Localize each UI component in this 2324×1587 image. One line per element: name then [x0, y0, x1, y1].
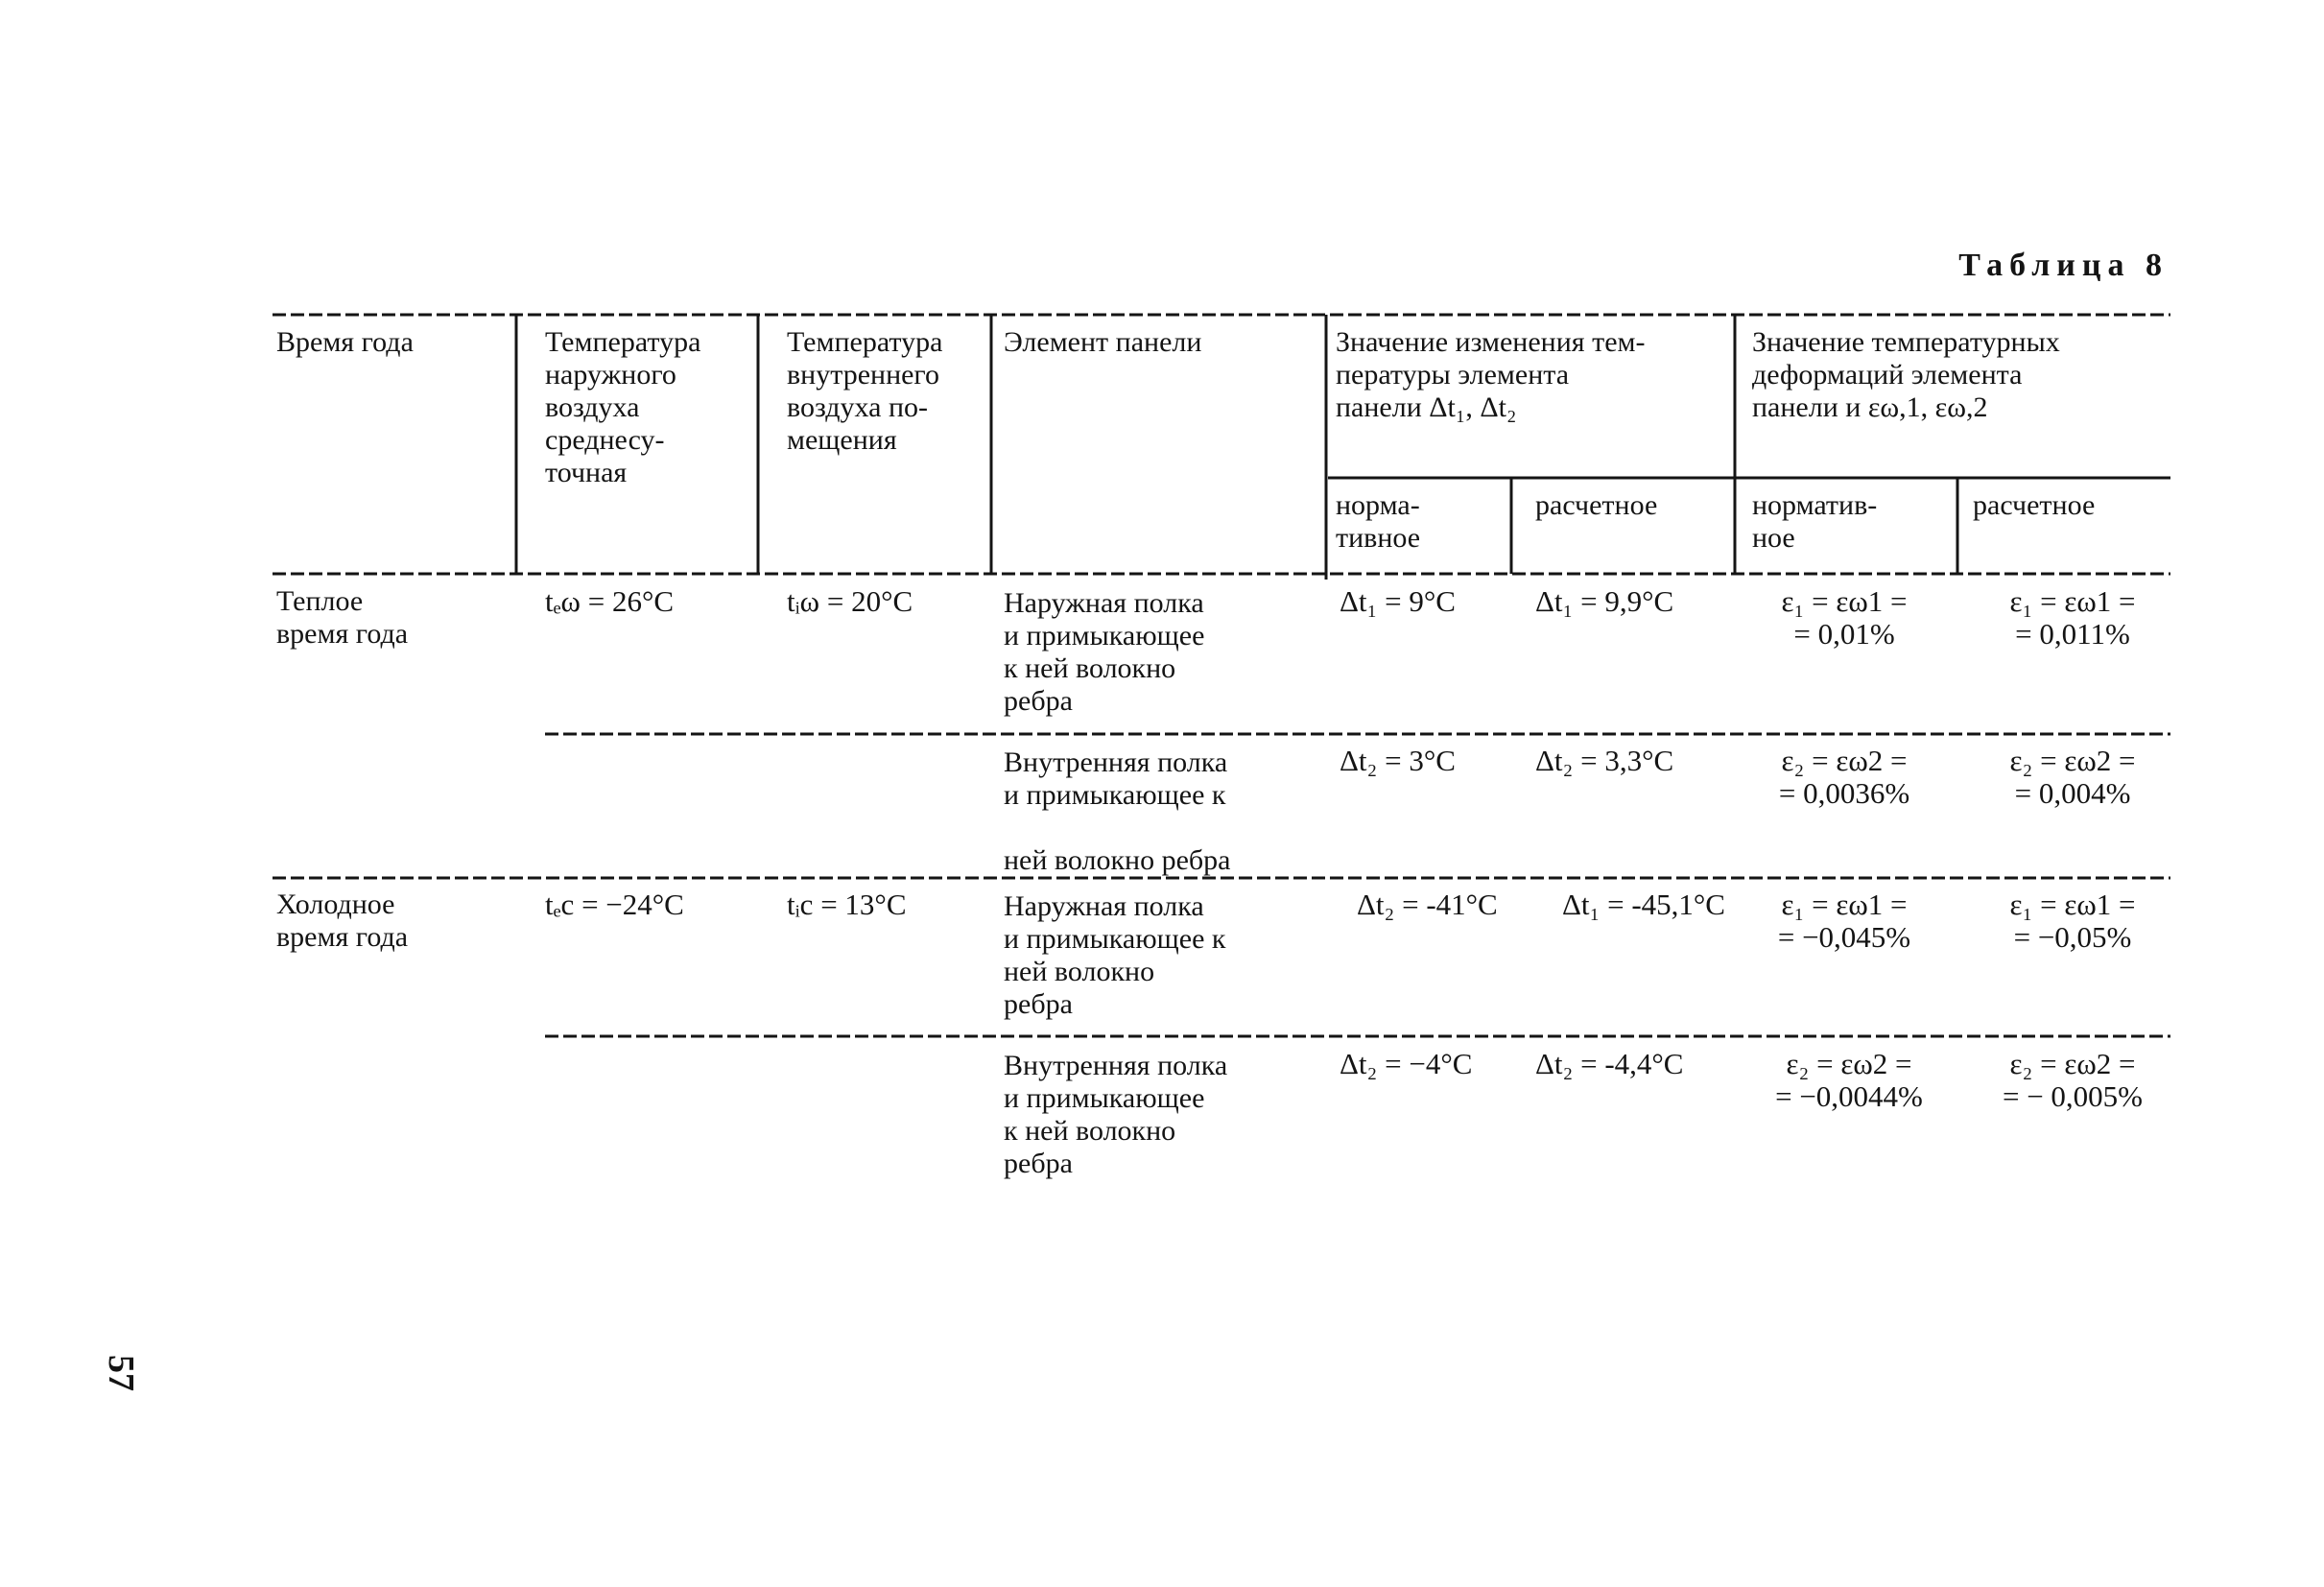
row3-outdoor-temp: tₑc = −24°C	[545, 888, 684, 921]
header-delta-t: Значение изменения тем- пературы элемента панели Δt₁, Δt₂	[1336, 326, 1646, 423]
header-delta-t-normative: норма- тивное	[1336, 489, 1421, 554]
row4-element: Внутренняя полка и примыкающее к ней волокно ребра	[1004, 1050, 1228, 1179]
table-caption: Таблица 8	[1958, 248, 2169, 283]
row1-def-norm: ε₁ = εω1 = = 0,01%	[1781, 584, 1908, 651]
row4-dt-calc: Δt₂ = -4,4°C	[1535, 1047, 1684, 1080]
row3-def-calc: ε₁ = εω1 = = −0,05%	[2009, 888, 2136, 954]
header-def-normative: норматив- ное	[1752, 489, 1878, 554]
header-outdoor-temp: Температура наружного воздуха среднесу- точная	[545, 326, 701, 488]
row3-dt-norm: Δt₂ = -41°C	[1357, 888, 1498, 921]
header-delta-t-calculated: расчетное	[1535, 489, 1658, 521]
row4-dt-norm: Δt₂ = −4°C	[1340, 1047, 1473, 1080]
row2-element: Внутренняя полка и примыкающее к ней волокно ребра	[1004, 746, 1231, 876]
row1-element: Наружная полка и примыкающее к ней волокно ребра	[1004, 587, 1205, 717]
row1-dt-calc: Δt₁ = 9,9°C	[1535, 584, 1674, 618]
header-indoor-temp: Температура внутреннего воздуха по- мещения	[787, 326, 943, 456]
row3-season: Холодное время года	[276, 888, 409, 953]
header-season: Время года	[276, 326, 414, 358]
row2-dt-norm: Δt₂ = 3°C	[1340, 744, 1456, 777]
row2-def-calc: ε₂ = εω2 = = 0,004%	[2009, 744, 2136, 810]
page-number: 57	[101, 1355, 141, 1391]
row1-dt-norm: Δt₁ = 9°C	[1340, 584, 1456, 618]
row1-indoor-temp: tᵢω = 20°C	[787, 584, 913, 618]
row4-def-calc: ε₂ = εω2 = = − 0,005%	[2002, 1047, 2144, 1113]
row1-outdoor-temp: tₑω = 26°C	[545, 584, 675, 618]
row1-season: Теплое время года	[276, 585, 409, 650]
row1-def-calc: ε₁ = εω1 = = 0,011%	[2009, 584, 2136, 651]
row3-indoor-temp: tᵢc = 13°C	[787, 888, 907, 921]
header-panel-element: Элемент панели	[1004, 326, 1202, 358]
header-deformation: Значение температурных деформаций элемента панели и εω,1, εω,2	[1752, 326, 2060, 423]
row3-dt-calc: Δt₁ = -45,1°C	[1562, 888, 1725, 921]
row4-def-norm: ε₂ = εω2 = = −0,0044%	[1775, 1047, 1923, 1113]
header-def-calculated: расчетное	[1973, 489, 2096, 521]
row3-element: Наружная полка и примыкающее к ней волокно ребра	[1004, 890, 1226, 1020]
row2-dt-calc: Δt₂ = 3,3°C	[1535, 744, 1674, 777]
row2-def-norm: ε₂ = εω2 = = 0,0036%	[1778, 744, 1910, 810]
row3-def-norm: ε₁ = εω1 = = −0,045%	[1777, 888, 1911, 954]
